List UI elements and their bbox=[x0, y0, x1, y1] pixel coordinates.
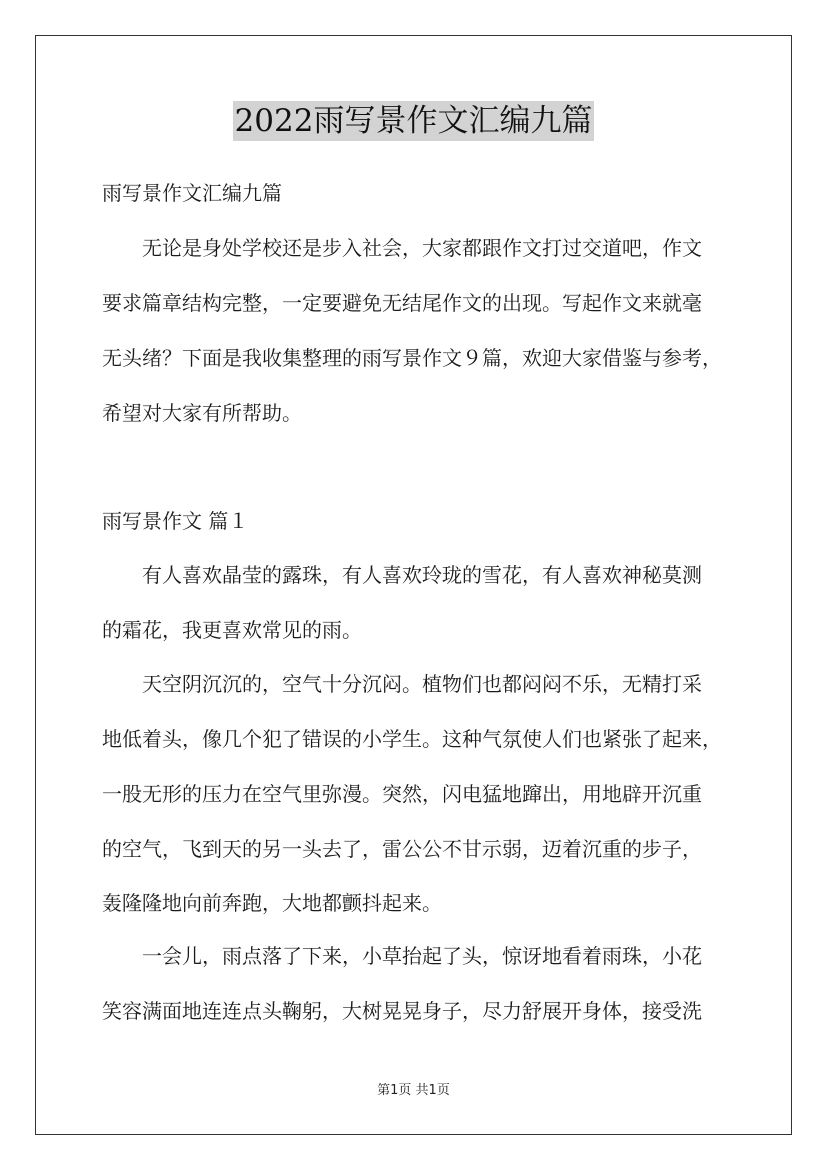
title-container bbox=[0, 101, 827, 141]
paragraph-line: 笑容满面地连连点头鞠躬，大树晃晃身子，尽力舒展开身体，接受洗 bbox=[102, 999, 702, 1023]
paragraph-line: 地低着头，像几个犯了错误的小学生。这种气氛使人们也紧张了起来， bbox=[102, 727, 722, 751]
paragraph-line: 一会儿，雨点落了下来，小草抬起了头，惊讶地看着雨珠，小花 bbox=[142, 944, 702, 968]
intro-line: 无头绪？下面是我收集整理的雨写景作文９篇，欢迎大家借鉴与参考， bbox=[102, 346, 722, 370]
paragraph-line: 一股无形的压力在空气里弥漫。突然，闪电猛地蹿出，用地辟开沉重 bbox=[102, 782, 702, 806]
paragraph-line: 天空阴沉沉的，空气十分沉闷。植物们也都闷闷不乐，无精打采 bbox=[142, 672, 702, 696]
paragraph-line: 的空气，飞到天的另一头去了，雷公公不甘示弱，迈着沉重的步子， bbox=[102, 837, 702, 861]
intro-line: 希望对大家有所帮助。 bbox=[102, 401, 302, 425]
intro-line: 无论是身处学校还是步入社会，大家都跟作文打过交道吧，作文 bbox=[142, 236, 702, 260]
section-heading: 雨写景作文 篇１ bbox=[102, 509, 249, 533]
paragraph-line: 的霜花，我更喜欢常见的雨。 bbox=[102, 618, 362, 642]
intro-line: 要求篇章结构完整，一定要避免无结尾作文的出现。写起作文来就毫 bbox=[102, 291, 702, 315]
paragraph-line: 有人喜欢晶莹的露珠，有人喜欢玲珑的雪花，有人喜欢神秘莫测 bbox=[142, 563, 702, 587]
document-title: 2022雨写景作文汇编九篇 bbox=[234, 103, 593, 139]
subtitle: 雨写景作文汇编九篇 bbox=[102, 181, 282, 205]
paragraph-line: 轰隆隆地向前奔跑，大地都颤抖起来。 bbox=[102, 891, 442, 915]
page-footer: 第1页 共1页 bbox=[377, 1083, 450, 1098]
